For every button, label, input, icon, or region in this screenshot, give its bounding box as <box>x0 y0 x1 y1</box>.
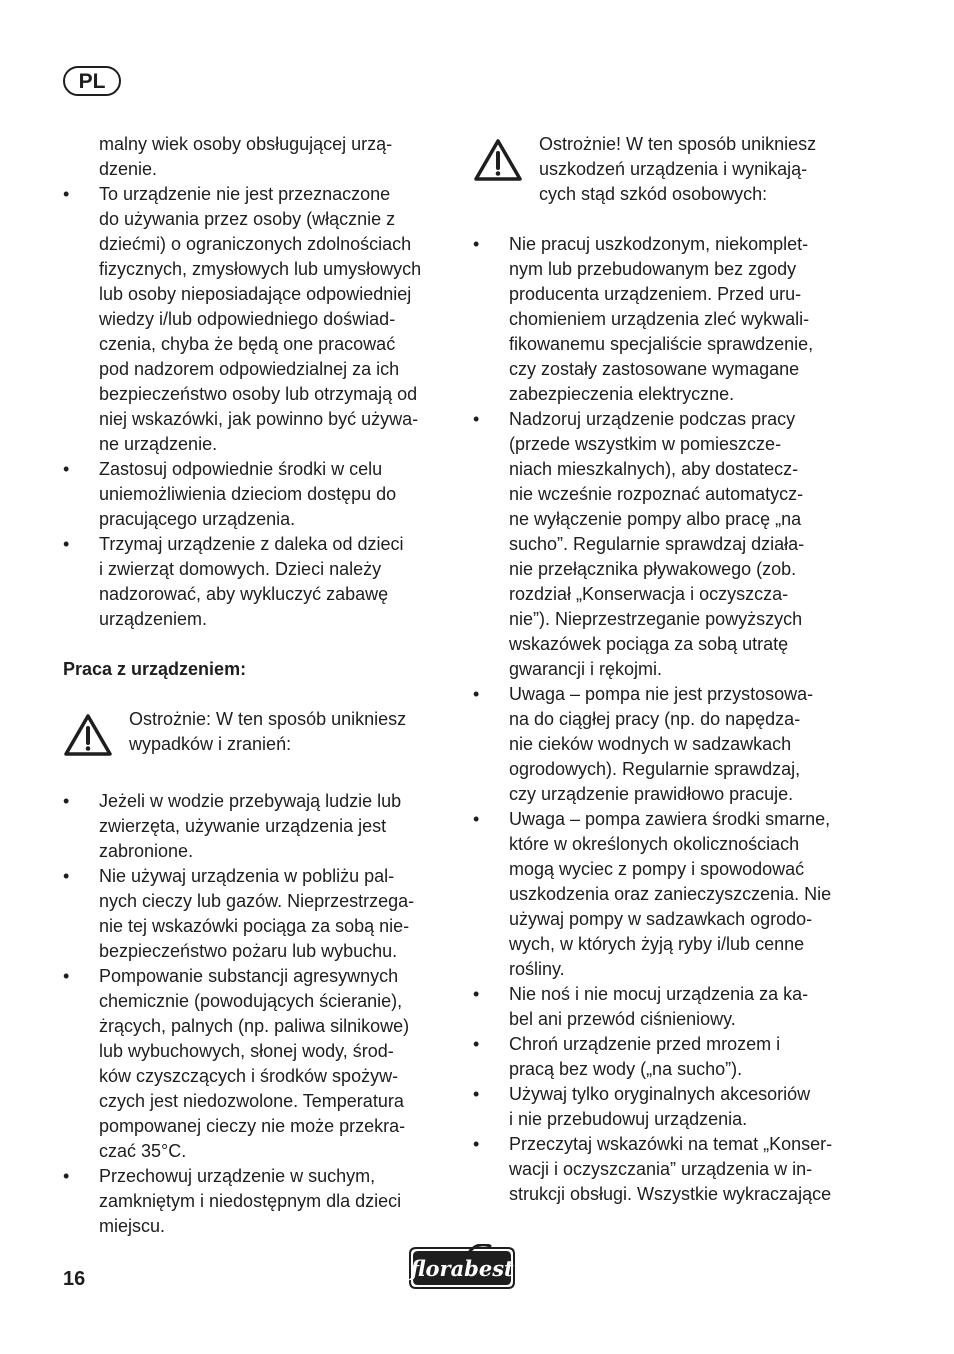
bullet: • <box>63 966 70 986</box>
bullet: • <box>473 1084 480 1104</box>
list-item <box>473 1082 863 1132</box>
page-number: 16 <box>63 1268 86 1290</box>
list-item-text: Uwaga – pompa zawiera środki smarne, które w określonych okolicznościach mogą wyciec z pompy i spowodować uszkodzenia oraz zanieczyszczenia. Nie używaj pompy w sadzawkach ogrodo- wych, w których żyją ryby i/lub cenne rośliny. <box>509 809 832 979</box>
section-heading: Praca z urządzeniem: <box>63 659 247 679</box>
right-column <box>473 132 863 1207</box>
list-item <box>63 532 451 632</box>
bullet: • <box>63 866 70 886</box>
list-item <box>63 182 451 457</box>
list-item <box>63 457 451 532</box>
list-item <box>473 407 863 682</box>
list-item-text: Przechowuj urządzenie w suchym, zamkniętym i niedostępnym dla dzieci miejscu. <box>99 1166 402 1236</box>
bullet: • <box>63 534 70 554</box>
bullet: • <box>473 1034 480 1054</box>
list-item-text: Nie pracuj uszkodzonym, niekomplet- nym lub przebudowanym bez zgody producenta urządzeniem. Przed uru- chomieniem urządzenia zleć wykwali- fikowanemu specjaliście sprawdzenie, czy zostały zastosowane wymagane zabezpieczenia elektryczne. <box>509 234 814 404</box>
bullet: • <box>473 1134 480 1154</box>
list-item-text: Nie używaj urządzenia w pobliżu pal- nych cieczy lub gazów. Nieprzestrzega- nie tej wskazówki pociąga za sobą nie- bezpieczeństwo pożaru lub wybuchu. <box>99 866 415 961</box>
left-column <box>63 132 451 1239</box>
list-item <box>473 807 863 982</box>
list-item <box>63 789 451 864</box>
language-badge: PL <box>63 66 121 96</box>
bullet: • <box>63 184 70 204</box>
list-item-text: To urządzenie nie jest przeznaczone do używania przez osoby (włącznie z dziećmi) o ograniczonych zdolnościach fizycznych, zmysłowych lub umysłowych lub osoby nieposiadające odpowiedniej wiedzy i/lub odpowiedniego doświad- czenia, chyba że będą one pracować pod nadzorem odpowiedzialnej za ich bezpieczeństwo osoby lub otrzymają od niej wskazówki, jak powinno być używa- ne urządzenie. <box>99 184 422 454</box>
bullet: • <box>473 984 480 1004</box>
list-item <box>473 982 863 1032</box>
bullet: • <box>473 234 480 254</box>
list-item-text: Przeczytaj wskazówki na temat „Konser- wacji i oczyszczania” urządzenia w in- strukcji obsługi. Wszystkie wykraczające <box>509 1134 833 1204</box>
warning-text: Ostrożnie: W ten sposób unikniesz wypadków i zranień: <box>129 709 407 754</box>
list-item <box>63 864 451 964</box>
list-item <box>473 682 863 807</box>
list-item-text: Pompowanie substancji agresywnych chemicznie (powodujących ścieranie), żrących, palnych (np. paliwa silnikowe) lub wybuchowych, słonej wody, środ- ków czyszczących i środków spożyw- czych jest niedozwolone. Temperatura pompowanej cieczy nie może przekra- czać 35°C. <box>99 966 410 1161</box>
warning-note <box>473 132 863 207</box>
list-item-text: Nadzoruj urządzenie podczas pracy (przede wszystkim w pomieszcze- niach mieszkalnych), aby dostatecz- nie wcześnie rozpoznać automatycz- ne wyłączenie pompy albo pracę „na sucho”. Regularnie sprawdzaj działa- nie przełącznika pływakowego (zob. rozdział „Konserwacja i oczyszcza- nie”). Nieprzestrzeganie powyższych wskazówek pociąga za sobą utratę gwarancji i rękojmi. <box>509 409 805 679</box>
list-item <box>473 1032 863 1082</box>
bullet: • <box>473 409 480 429</box>
bullet: • <box>473 809 480 829</box>
warning-triangle-icon <box>63 707 129 764</box>
bullet: • <box>63 459 70 479</box>
list-item-text: Używaj tylko oryginalnych akcesoriów i nie przebudowuj urządzenia. <box>509 1084 811 1129</box>
list-item-text: Trzymaj urządzenie z daleka od dzieci i zwierząt domowych. Dzieci należy nadzorować, aby wykluczyć zabawę urządzeniem. <box>99 534 404 629</box>
list-item <box>473 1132 863 1207</box>
bullet: • <box>473 684 480 704</box>
list-item-text: Zastosuj odpowiednie środki w celu uniemożliwienia dzieciom dostępu do pracującego urządzenia. <box>99 459 397 529</box>
list-item <box>63 1164 451 1239</box>
list-item-text: Chroń urządzenie przed mrozem i pracą bez wody („na sucho”). <box>509 1034 781 1079</box>
bullet: • <box>63 1166 70 1186</box>
bullet: • <box>63 791 70 811</box>
florabest-logo <box>404 1244 520 1290</box>
warning-text: Ostrożnie! W ten sposób unikniesz uszkodzeń urządzenia i wynikają- cych stąd szkód osobowych: <box>539 134 817 204</box>
list-item <box>63 964 451 1164</box>
svg-text:florabest: florabest <box>410 1256 514 1281</box>
list-item-text: Jeżeli w wodzie przebywają ludzie lub zwierzęta, używanie urządzenia jest zabronione. <box>99 791 402 861</box>
list-item-text: Nie noś i nie mocuj urządzenia za ka- bel ani przewód ciśnieniowy. <box>509 984 809 1029</box>
warning-triangle-icon <box>473 132 539 207</box>
list-item <box>473 232 863 407</box>
continued-text: malny wiek osoby obsługującej urzą- dzenie. <box>99 134 393 179</box>
warning-note <box>63 707 451 764</box>
list-item-text: Uwaga – pompa nie jest przystosowa- na do ciągłej pracy (np. do napędza- nie cieków wodnych w sadzawkach ogrodowych). Regularnie sprawdzaj, czy urządzenie prawidłowo pracuje. <box>509 684 814 804</box>
